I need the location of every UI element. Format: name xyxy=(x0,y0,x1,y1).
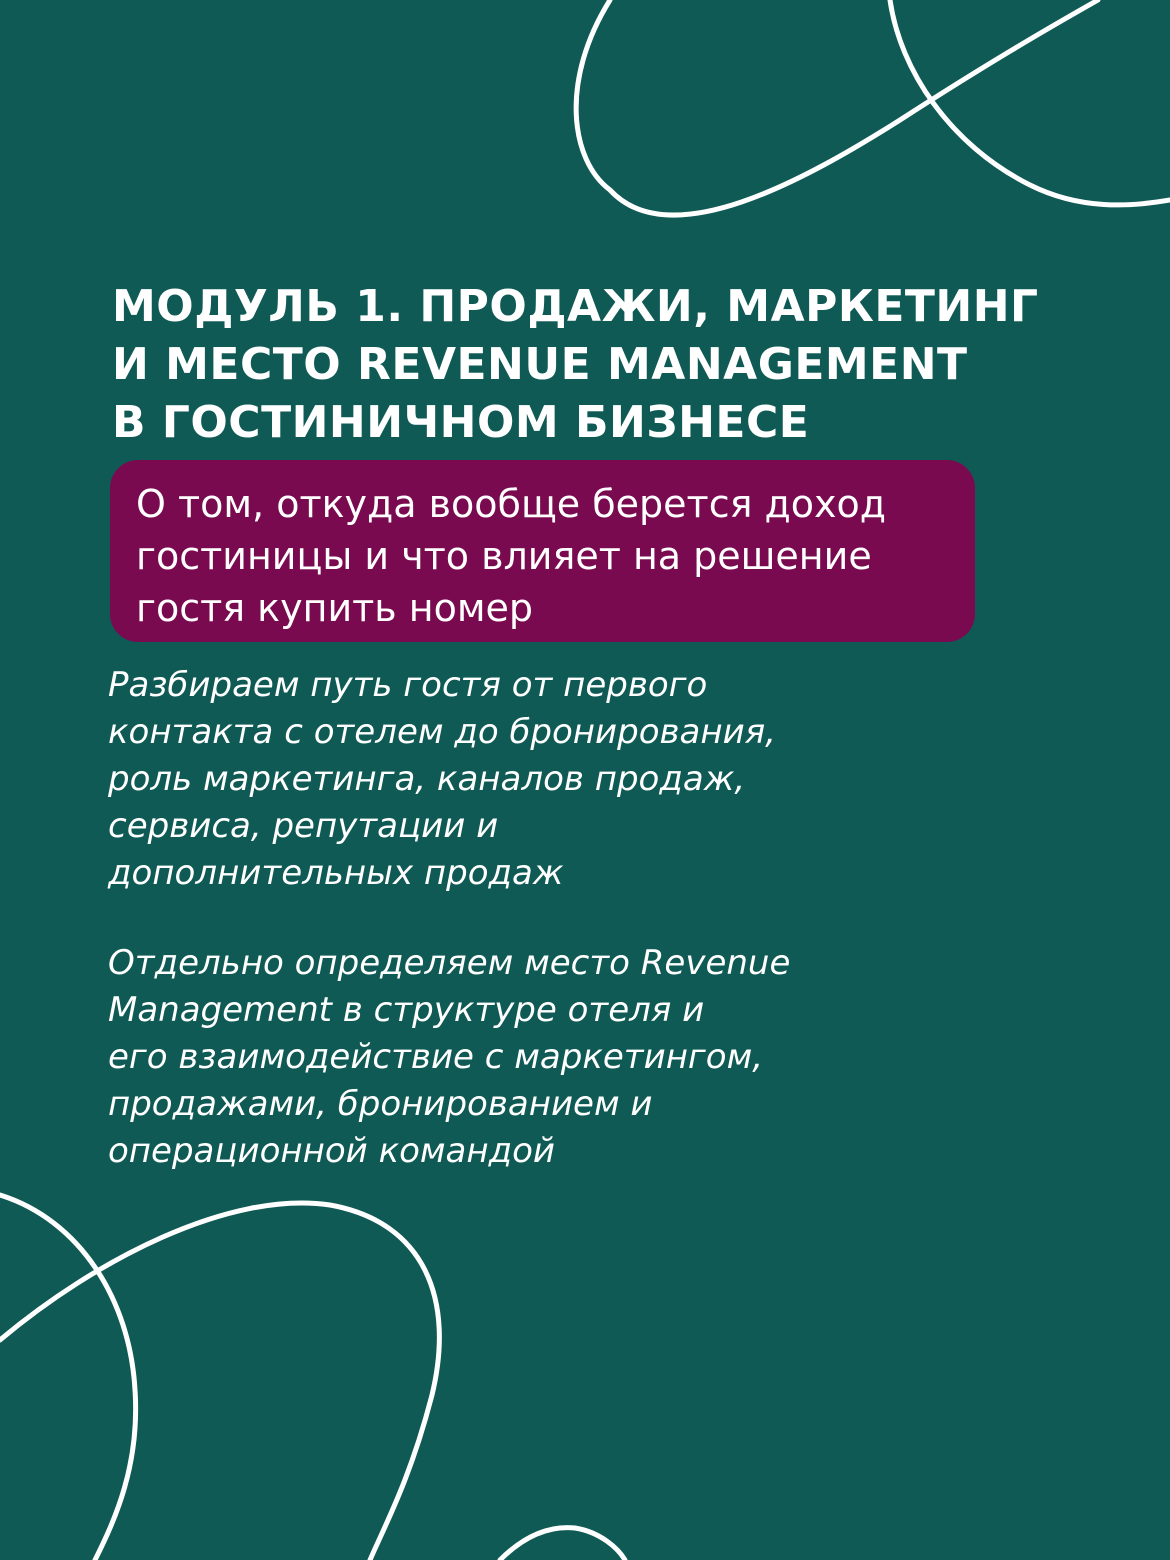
title-line: И МЕСТО REVENUE MANAGEMENT xyxy=(112,339,968,390)
title-line: МОДУЛЬ 1. ПРОДАЖИ, МАРКЕТИНГ xyxy=(112,281,1039,332)
paragraph-line: Разбираем путь гостя от первого xyxy=(108,665,708,705)
paragraph-line: его взаимодействие с маркетингом, xyxy=(108,1037,764,1077)
highlight-line: гостя купить номер xyxy=(136,586,534,630)
paragraph-line: дополнительных продаж xyxy=(108,853,564,893)
paragraph-line: продажами, бронированием и xyxy=(108,1084,653,1124)
paragraph-line: сервиса, репутации и xyxy=(108,806,499,846)
highlight-line: О том, откуда вообще берется доход xyxy=(136,482,887,526)
module-title xyxy=(112,278,1072,452)
revenue-management-paragraph xyxy=(108,940,1068,1175)
paragraph-line: роль маркетинга, каналов продаж, xyxy=(108,759,746,799)
paragraph-line: Отдельно определяем место Revenue xyxy=(108,943,791,983)
highlight-line: гостиницы и что влияет на решение xyxy=(136,534,872,578)
description-paragraph xyxy=(108,662,1068,897)
paragraph-line: контакта с отелем до бронирования, xyxy=(108,712,776,752)
paragraph-line: Management в структуре отеля и xyxy=(108,990,705,1030)
paragraph-line: операционной командой xyxy=(108,1131,556,1171)
highlight-callout xyxy=(110,460,975,642)
title-line: В ГОСТИНИЧНОМ БИЗНЕСЕ xyxy=(112,397,810,448)
